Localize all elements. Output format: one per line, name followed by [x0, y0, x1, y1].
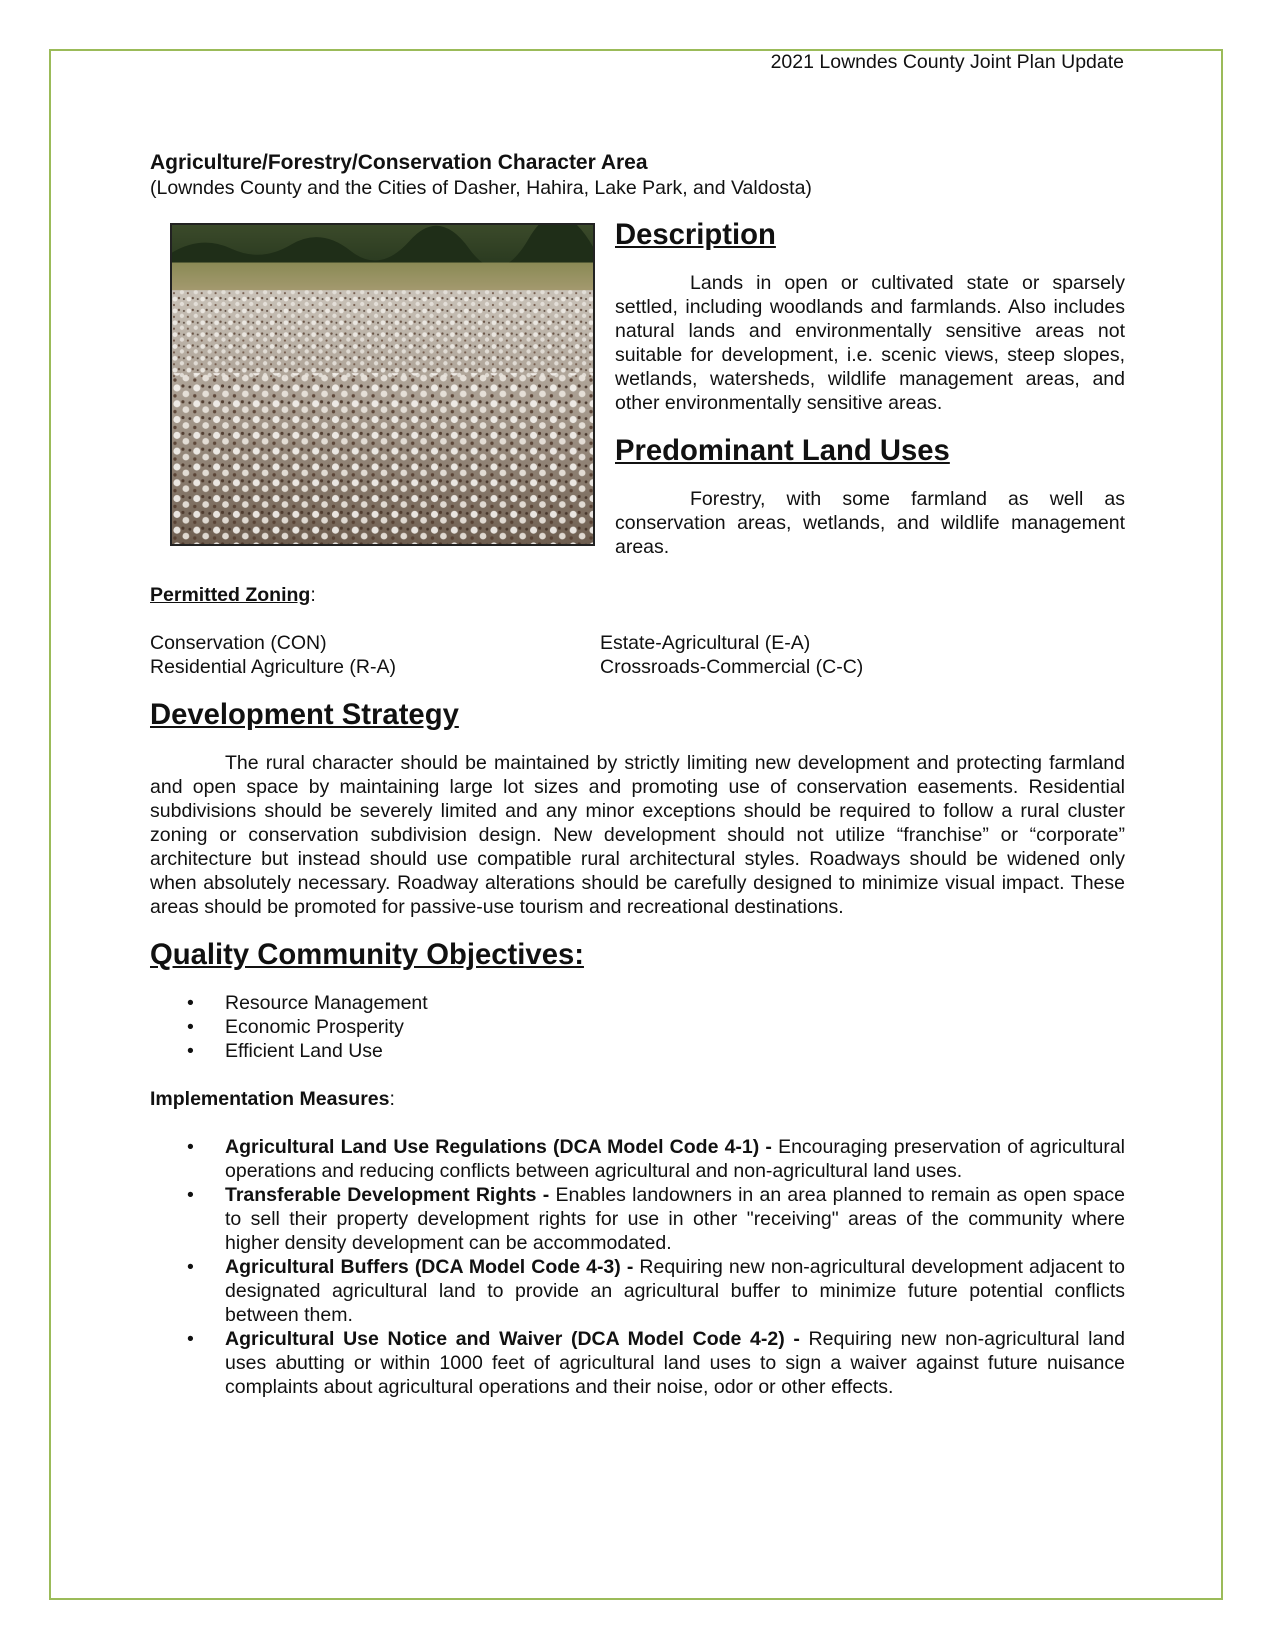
description-text: Lands in open or cultivated state or sparsely settled, including woodlands and farmlands. Also includes natural lands and environmentally sensitive areas not suitable for development, i.e. scenic views, steep slopes, wetlands, watersheds, wildlife management areas, and other environmentally sensitive areas.	[615, 272, 1125, 414]
cotton-field-photo	[170, 223, 595, 546]
list-item: • Resource Management	[150, 991, 1125, 1015]
objectives-heading: Quality Community Objectives:	[150, 939, 584, 971]
cotton-field-illustration	[172, 225, 593, 544]
implementation-list	[150, 1135, 1125, 1399]
measure-term: Agricultural Buffers (DCA Model Code 4-3) -	[225, 1256, 634, 1278]
measure-text: Requiring new non-agricultural development adjacent to designated agricultural land to provide an agricultural buffer to minimize future potential conflicts between them.	[225, 1256, 1126, 1326]
measure-text: Enables landowners in an area planned to remain as open space to sell their property development rights for use in other "receiving" areas of the community where higher density development can be accommodated.	[225, 1184, 1126, 1254]
measure-term: Agricultural Use Notice and Waiver (DCA Model Code 4-2) -	[225, 1328, 800, 1350]
zoning-heading-line	[150, 583, 1125, 607]
zoning-heading: Permitted Zoning	[150, 584, 311, 606]
implementation-heading: Implementation Measures	[150, 1088, 390, 1110]
list-item	[150, 1327, 1125, 1399]
measure-term: Agricultural Land Use Regulations (DCA Model Code 4-1) -	[225, 1136, 772, 1158]
list-item	[150, 1135, 1125, 1183]
description-heading: Description	[615, 219, 776, 251]
list-item	[150, 1183, 1125, 1255]
zoning-item: Crossroads-Commercial (C-C)	[600, 656, 864, 678]
document-body	[150, 150, 1125, 1399]
measure-text: Encouraging preservation of agricultural operations and reducing conflicts between agricultural and non-agricultural land uses.	[225, 1136, 1125, 1182]
measure-term: Transferable Development Rights -	[225, 1184, 550, 1206]
zoning-heading-suffix: :	[310, 584, 316, 606]
objectives-list	[150, 991, 1125, 1063]
implementation-heading-suffix: :	[389, 1088, 395, 1110]
zoning-item: Conservation (CON)	[150, 632, 327, 654]
zoning-item: Residential Agriculture (R-A)	[150, 656, 397, 678]
strategy-heading: Development Strategy	[150, 699, 459, 731]
running-header: 2021 Lowndes County Joint Plan Update	[770, 51, 1124, 73]
land-uses-text: Forestry, with some farmland as well as conservation areas, wetlands, and wildlife management areas.	[615, 488, 1125, 558]
land-uses-heading: Predominant Land Uses	[615, 435, 950, 467]
strategy-text: The rural character should be maintained by strictly limiting new development and protecting farmland and open space by maintaining large lot sizes and promoting use of conservation easements. Residential subdivisions should be severely limited and any minor exceptions should be required to follow a rural cluster zoning or conservation subdivision design. New development should not utilize “franchise” or “corporate” architecture but instead should use compatible rural architectural styles. Roadways should be widened only when absolutely necessary. Roadway alterations should be carefully designed to minimize visual impact. These areas should be promoted for passive-use tourism and recreational destinations.	[150, 752, 1125, 918]
list-item: • Economic Prosperity	[150, 1015, 1125, 1039]
list-item	[150, 1255, 1125, 1327]
list-item: • Efficient Land Use	[150, 1039, 1125, 1063]
zoning-item: Estate-Agricultural (E-A)	[600, 632, 811, 654]
page-title: Agriculture/Forestry/Conservation Character Area	[150, 151, 648, 174]
measure-text: Requiring new non-agricultural land uses abutting or within 1000 feet of agricultural land uses to sign a waiver against future nuisance complaints about agricultural operations and their noise, odor or other effects.	[225, 1328, 1125, 1398]
implementation-heading-line	[150, 1087, 1125, 1111]
zoning-list	[150, 631, 1125, 679]
page-subtitle: (Lowndes County and the Cities of Dasher, Hahira, Lake Park, and Valdosta)	[150, 177, 812, 199]
